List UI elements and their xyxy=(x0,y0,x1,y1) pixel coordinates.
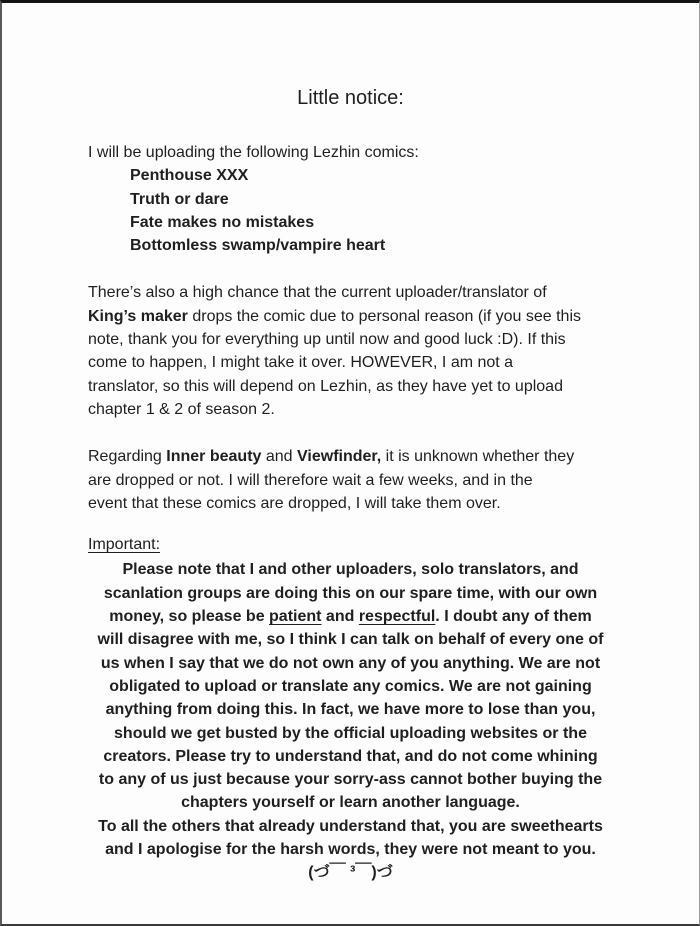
kaomoji-line-line xyxy=(88,861,613,884)
kings-maker-paragraph-text-run: chapter 1 & 2 of season 2. xyxy=(88,400,275,418)
important-paragraph-text-run: creators. Please try to understand that, and do not come whining xyxy=(103,747,598,765)
inner-beauty-paragraph-text-run: Regarding xyxy=(88,448,167,466)
important-paragraph-text-run: respectful xyxy=(358,608,436,626)
important-paragraph-line xyxy=(88,652,613,675)
important-paragraph-line xyxy=(88,838,613,861)
comics-list xyxy=(88,164,613,257)
important-paragraph-line xyxy=(88,628,613,651)
important-paragraph-text-run: to any of us just because your sorry-ass cannot bother buying the xyxy=(98,771,603,789)
inner-beauty-paragraph-text-run: Inner beauty xyxy=(166,448,262,466)
kings-maker-paragraph-line xyxy=(88,281,613,304)
inner-beauty-paragraph xyxy=(88,445,613,515)
important-paragraph-text-run: To all the others that already understand that, you are sweethearts xyxy=(98,817,603,835)
title-block-line xyxy=(88,85,613,111)
important-paragraph-line xyxy=(88,582,613,605)
important-paragraph-text-run: scanlation groups are doing this on our spare time, with our own xyxy=(103,584,598,602)
inner-beauty-paragraph-text-run: and xyxy=(261,448,298,466)
important-heading-line xyxy=(88,533,613,556)
important-paragraph-line xyxy=(88,698,613,721)
kings-maker-paragraph-line xyxy=(88,351,613,374)
kaomoji-line-text-run: (づ￣ ³￣)づ xyxy=(308,864,393,882)
kings-maker-paragraph-text-run: King’s maker xyxy=(88,307,188,325)
intro-text-run: I will be uploading the following Lezhin comics: xyxy=(88,144,419,161)
comics-list-text-run: Truth or dare xyxy=(130,190,229,208)
inner-beauty-paragraph-text-run: are dropped or not. I will therefore wait a few weeks, and in the xyxy=(88,471,533,489)
kings-maker-paragraph-line xyxy=(88,305,613,328)
comics-list-text-run: Fate makes no mistakes xyxy=(130,213,315,231)
important-heading-text-run: Important: xyxy=(88,536,161,554)
comics-list-line xyxy=(88,188,613,211)
intro xyxy=(88,141,613,164)
important-paragraph-line xyxy=(88,745,613,768)
kings-maker-paragraph xyxy=(88,281,613,421)
important-paragraph-line xyxy=(88,722,613,745)
kings-maker-paragraph-line xyxy=(88,398,613,421)
inner-beauty-paragraph-line xyxy=(88,492,613,515)
kings-maker-paragraph-text-run: come to happen, I might take it over. HOWEVER, I am not a xyxy=(88,354,514,372)
kings-maker-paragraph-text-run: translator, so this will depend on Lezhin, as they have yet to upload xyxy=(88,377,563,395)
important-paragraph-text-run: us when I say that we do not own any of you anything. We are not xyxy=(100,654,601,672)
important-paragraph-text-run: and xyxy=(321,608,359,626)
kings-maker-paragraph-text-run: There’s also a high chance that the current uploader/translator of xyxy=(88,284,547,302)
title-block-text-run: Little notice: xyxy=(297,87,404,109)
important-paragraph-text-run: Please note that I and other uploaders, solo translators, and xyxy=(122,561,579,579)
title-block xyxy=(88,85,613,111)
important-paragraph-line xyxy=(88,558,613,581)
inner-beauty-paragraph-text-run: it is unknown whether they xyxy=(381,448,575,466)
inner-beauty-paragraph-line xyxy=(88,469,613,492)
comics-list-line xyxy=(88,211,613,234)
comics-list-text-run: Penthouse XXX xyxy=(130,167,249,185)
kings-maker-paragraph-text-run: note, thank you for everything up until now and good luck :D). If this xyxy=(88,331,566,349)
inner-beauty-paragraph-text-run: event that these comics are dropped, I will take them over. xyxy=(88,494,501,512)
important-paragraph-text-run: chapters yourself or learn another language. xyxy=(181,794,520,812)
important-paragraph xyxy=(88,558,613,861)
comics-list-line xyxy=(88,234,613,257)
important-paragraph-line xyxy=(88,605,613,628)
important-paragraph-text-run: obligated to upload or translate any comics. We are not gaining xyxy=(109,677,592,695)
important-paragraph-text-run: should we get busted by the official uploading websites or the xyxy=(114,724,587,742)
kings-maker-paragraph-text-run: drops the comic due to personal reason (if you see this xyxy=(187,307,581,325)
important-paragraph-text-run: will disagree with me, so I think I can talk on behalf of every one of xyxy=(97,631,604,649)
kaomoji-line xyxy=(88,861,613,884)
inner-beauty-paragraph-line xyxy=(88,445,613,468)
comics-list-line xyxy=(88,164,613,187)
important-paragraph-text-run: and I apologise for the harsh words, they were not meant to you. xyxy=(105,841,596,859)
important-paragraph-text-run: anything from doing this. In fact, we have more to lose than you, xyxy=(105,701,596,719)
important-paragraph-text-run: money, so please be xyxy=(109,608,270,626)
important-paragraph-line xyxy=(88,675,613,698)
important-paragraph-line xyxy=(88,768,613,791)
kings-maker-paragraph-line xyxy=(88,375,613,398)
intro-line xyxy=(88,141,613,164)
important-heading xyxy=(88,533,613,556)
kings-maker-paragraph-line xyxy=(88,328,613,351)
important-paragraph-text-run: patient xyxy=(269,608,322,626)
inner-beauty-paragraph-text-run: Viewfinder, xyxy=(297,448,382,466)
important-paragraph-text-run: . I doubt any of them xyxy=(435,608,592,626)
important-paragraph-line xyxy=(88,815,613,838)
comics-list-text-run: Bottomless swamp/vampire heart xyxy=(130,237,386,255)
document-body xyxy=(88,85,613,885)
important-paragraph-line xyxy=(88,791,613,814)
